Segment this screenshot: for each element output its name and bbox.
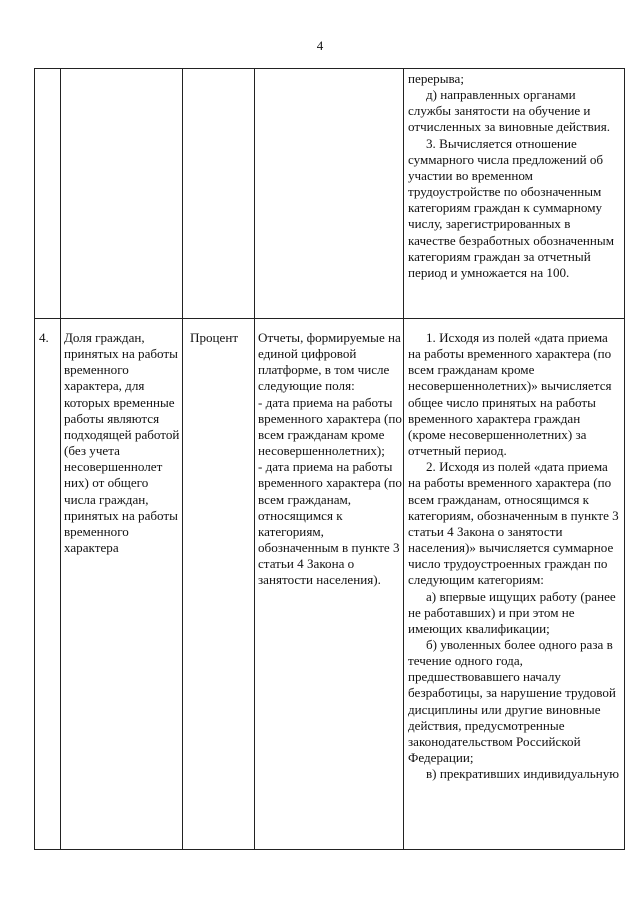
source-paragraph: Отчеты, формируемые на единой цифровой платформе, в том числе следующие поля: bbox=[258, 330, 401, 394]
method-paragraph: д) направленных органами службы занятости на обучение и отчисленных за виновные действия. bbox=[408, 87, 611, 135]
table-border-bottom bbox=[34, 849, 624, 850]
table-border-left bbox=[34, 68, 35, 850]
table-border-right bbox=[624, 68, 625, 850]
indicator-name: Доля граждан, принятых на работы временного характера, для которых временные работы являются подходящей работой (без учета несовершеннолет них) от общего числа граждан, принятых на работы временного характера bbox=[64, 330, 180, 556]
row-number: 4. bbox=[39, 330, 49, 345]
method-paragraph: 2. Исходя из полей «дата приема на работы временного характера (по всем гражданам, относящимся к категориям, обозначенным в пункте 3 статьи 4 Закона о занятости населения)» вычисляется суммарное число трудоустроенных граждан по следующим категориям: bbox=[408, 459, 619, 588]
unit-of-measure: Процент bbox=[190, 330, 239, 345]
method-paragraph: а) впервые ищущих работу (ранее не работавших) и при этом не имеющих квалификации; bbox=[408, 588, 616, 636]
column-divider bbox=[182, 68, 183, 850]
source-paragraph: - дата приема на работы временного характера (по всем гражданам, относящимся к категориям, обозначенным в пункте 3 статьи 4 Закона о занятости населения). bbox=[258, 459, 402, 588]
column-divider bbox=[403, 68, 404, 850]
method-paragraph: перерыва; bbox=[408, 71, 464, 86]
calculation-method-cell bbox=[408, 330, 620, 782]
method-paragraph: б) уволенных более одного раза в течение одного года, предшествовавшего началу безработицы, за нарушение трудовой дисциплины или другие виновные действия, предусмотренные законодательством Российской Федерации; bbox=[408, 636, 616, 766]
table-border-top bbox=[34, 68, 624, 69]
row-divider bbox=[34, 318, 624, 319]
source-paragraph: - дата приема на работы временного характера (по всем гражданам кроме несовершеннолетних); bbox=[258, 394, 402, 459]
data-source-cell bbox=[258, 330, 402, 589]
page-number: 4 bbox=[316, 38, 324, 53]
method-paragraph: 3. Вычисляется отношение суммарного числа предложений об участии во временном трудоустройстве по обозначенным категориям граждан к суммарному числу, зарегистрированных в качестве безработных обозначенным категориям граждан за отчетный период и умножается на 100. bbox=[408, 135, 614, 280]
column-divider bbox=[254, 68, 255, 850]
indicator-table bbox=[34, 68, 624, 850]
method-paragraph: 1. Исходя из полей «дата приема на работы временного характера (по всем гражданам кроме несовершеннолетних)» вычисляется общее число принятых на работы временного характера граждан (кроме несовершеннолетних) за отчетный период. bbox=[408, 330, 612, 459]
continuation-method-cell bbox=[408, 71, 620, 281]
column-divider bbox=[60, 68, 61, 850]
method-paragraph: в) прекративших индивидуальную bbox=[426, 766, 620, 782]
